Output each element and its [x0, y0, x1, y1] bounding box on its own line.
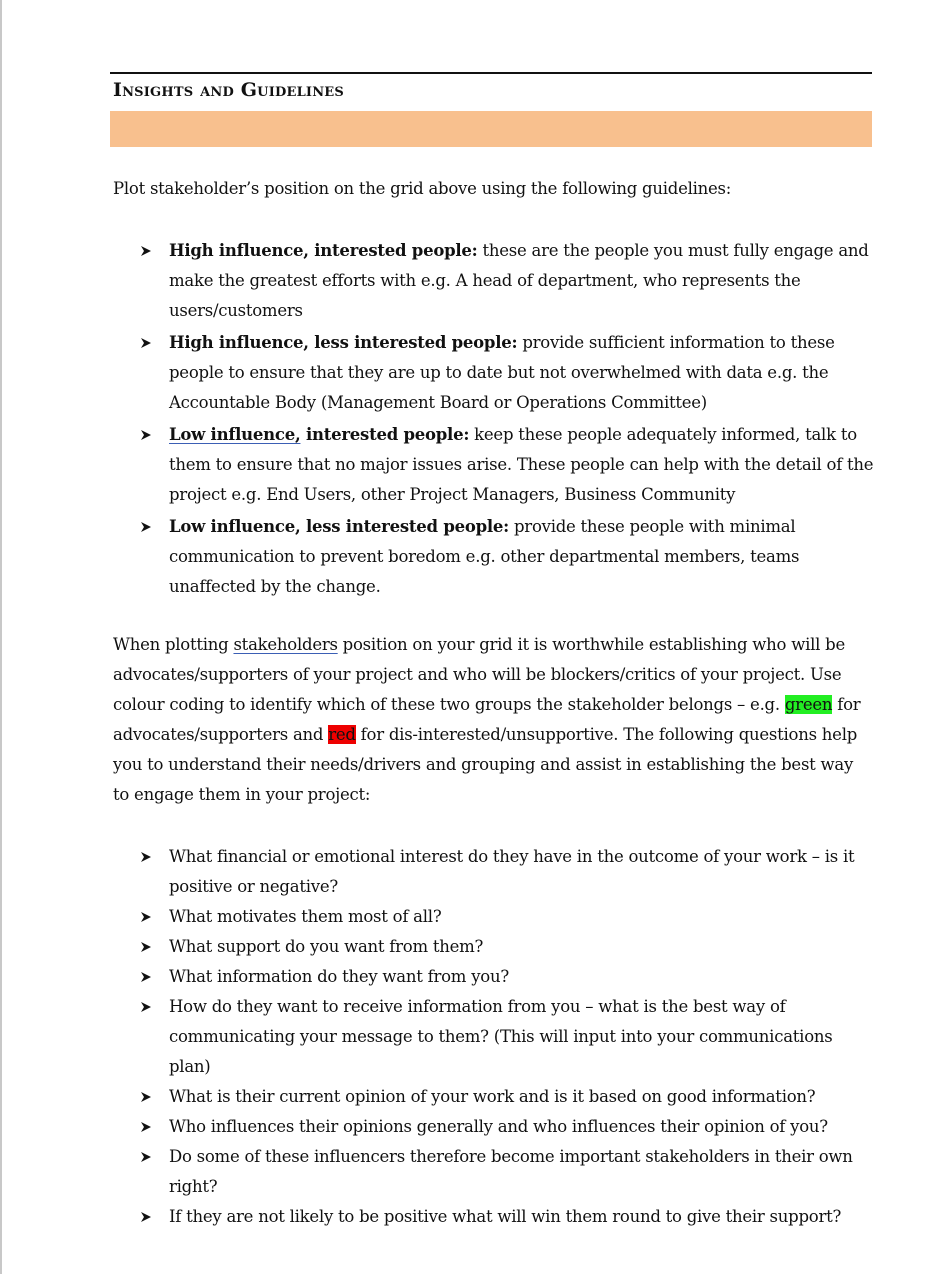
- list-item: [140, 1202, 875, 1232]
- list-item: [140, 512, 875, 602]
- guideline-label: interested people:: [300, 425, 470, 444]
- guideline-label-underlined: Low influence,: [169, 425, 301, 444]
- plotting-text: for dis-interested/unsupportive. The following questions help you to understand their needs/drivers and grouping and assist in establishing the best way to engage them in your project:: [113, 725, 858, 804]
- list-item: [140, 932, 875, 962]
- list-item: [140, 328, 875, 418]
- guideline-text: provide sufficient information to these people to ensure that they are up to date but not overwhelmed with data e.g. the Accountable Body (Management Board or Operations Committee): [169, 333, 835, 412]
- list-item: [140, 992, 875, 1082]
- arrowhead-bullet-icon: [140, 512, 156, 542]
- guideline-label: Low influence, less interested people:: [169, 517, 509, 536]
- intro-paragraph: Plot stakeholder’s position on the grid above using the following guidelines:: [113, 179, 732, 198]
- arrowhead-bullet-icon: [140, 420, 156, 450]
- arrowhead-bullet-icon: [140, 1142, 156, 1172]
- question-text: Who influences their opinions generally and who influences their opinion of you?: [169, 1117, 828, 1136]
- list-item: [140, 1082, 875, 1112]
- plotting-text: for advocates/supporters and: [113, 695, 861, 744]
- guideline-text: provide these people with minimal communication to prevent boredom e.g. other departmental members, teams unaffected by the change.: [169, 517, 800, 596]
- list-item: [140, 236, 875, 326]
- orange-band: [110, 111, 872, 147]
- list-item: [140, 962, 875, 992]
- plotting-text: When plotting: [113, 635, 234, 654]
- question-text: Do some of these influencers therefore become important stakeholders in their own right?: [169, 1147, 853, 1196]
- question-text: What is their current opinion of your work and is it based on good information?: [169, 1087, 816, 1106]
- question-text: What financial or emotional interest do they have in the outcome of your work – is it positive or negative?: [169, 847, 855, 896]
- list-item: [140, 902, 875, 932]
- guideline-label: High influence, less interested people:: [169, 333, 518, 352]
- list-item: [140, 1142, 875, 1202]
- arrowhead-bullet-icon: [140, 992, 156, 1022]
- question-text: If they are not likely to be positive what will win them round to give their support?: [169, 1207, 842, 1226]
- plotting-paragraph: [113, 630, 873, 810]
- list-item: [140, 420, 875, 510]
- arrowhead-bullet-icon: [140, 1082, 156, 1112]
- arrowhead-bullet-icon: [140, 962, 156, 992]
- arrowhead-bullet-icon: [140, 1202, 156, 1232]
- page-edge: [0, 0, 2, 1274]
- question-text: What motivates them most of all?: [169, 907, 442, 926]
- green-highlight: green: [784, 695, 833, 714]
- guidelines-list: [140, 236, 875, 604]
- section-top-rule: [110, 72, 872, 74]
- arrowhead-bullet-icon: [140, 328, 156, 358]
- question-text: How do they want to receive information from you – what is the best way of communicating your message to them? (This will input into your communications plan): [169, 997, 833, 1076]
- guideline-text: keep these people adequately informed, talk to them to ensure that no major issues arise. These people can help with the detail of the project e.g. End Users, other Project Managers, Business Community: [169, 425, 874, 504]
- question-text: What information do they want from you?: [169, 967, 509, 986]
- arrowhead-bullet-icon: [140, 932, 156, 962]
- list-item: [140, 1112, 875, 1142]
- plotting-text: position on your grid it is worthwhile establishing who will be advocates/supporters of your project and who will be blockers/critics of your project. Use colour coding to identify which of these two groups the stakeholder belongs – e.g.: [113, 635, 845, 714]
- arrowhead-bullet-icon: [140, 1112, 156, 1142]
- guideline-label: High influence, interested people:: [169, 241, 478, 260]
- red-highlight: red: [328, 725, 356, 744]
- arrowhead-bullet-icon: [140, 842, 156, 872]
- list-item: [140, 842, 875, 902]
- arrowhead-bullet-icon: [140, 236, 156, 266]
- plotting-underlined-word: stakeholders: [233, 635, 338, 654]
- arrowhead-bullet-icon: [140, 902, 156, 932]
- question-text: What support do you want from them?: [169, 937, 484, 956]
- questions-list: [140, 842, 875, 1232]
- section-heading: Insights and Guidelines: [113, 79, 344, 101]
- guideline-text: these are the people you must fully engage and make the greatest efforts with e.g. A head of department, who represents the users/customers: [169, 241, 869, 320]
